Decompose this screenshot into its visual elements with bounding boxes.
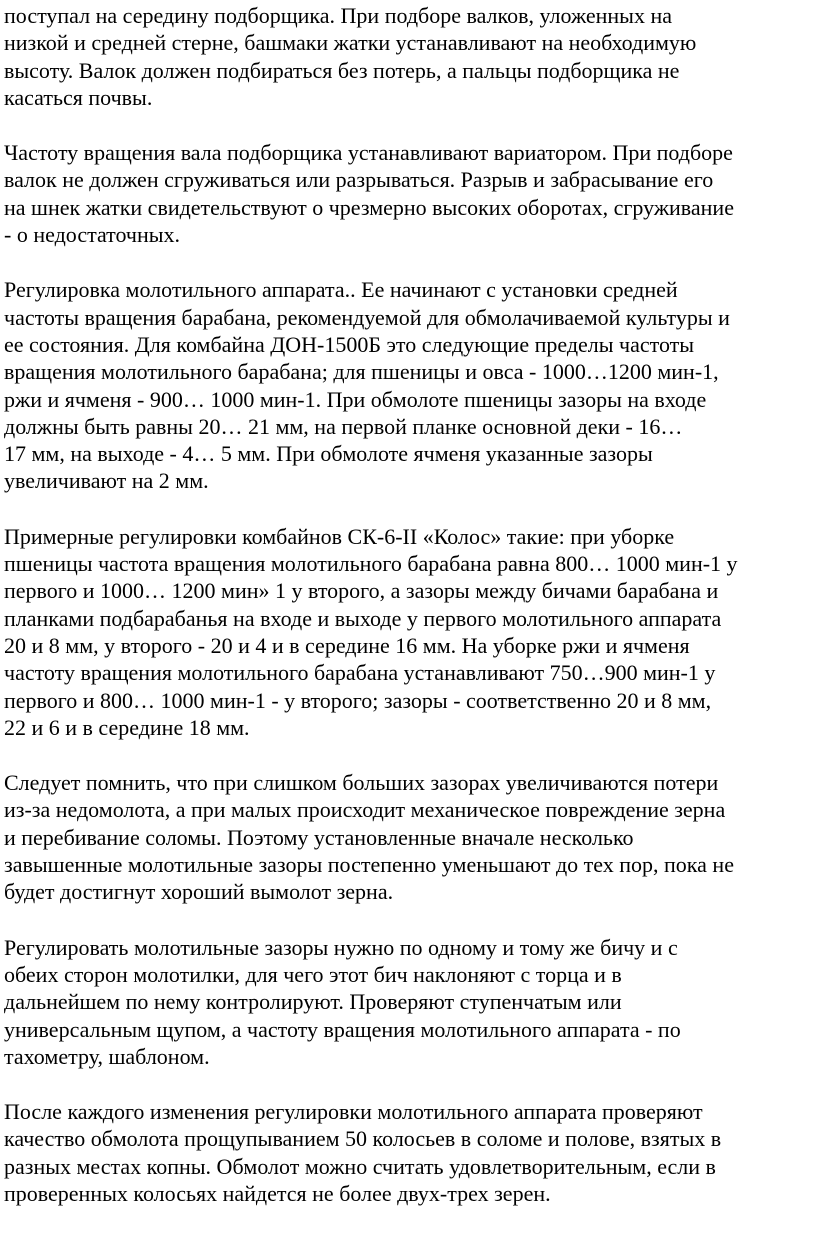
text-line: 22 и 6 и в середине 18 мм.: [4, 714, 250, 740]
text-line: тахометру, шаблоном.: [4, 1043, 210, 1069]
text-line: Частоту вращения вала подборщика устанавливают вариатором. При подборе: [4, 140, 733, 166]
text-line: и перебивание соломы. Поэтому установленные вначале несколько: [4, 824, 634, 850]
text-line: 20 и 8 мм, у второго - 20 и 4 и в середине 16 мм. На уборке ржи и ячменя: [4, 632, 690, 658]
paragraph-5: [4, 769, 816, 905]
text-line: из-за недомолота, а при малых происходит механическое повреждение зерна: [4, 797, 726, 823]
text-line: вращения молотильного барабана; для пшеницы и овса - 1000…1200 мин-1,: [4, 359, 719, 385]
text-line: первого и 1000… 1200 мин» 1 у второго, а зазоры между бичами барабана и: [4, 578, 719, 604]
text-line: на шнек жатки свидетельствуют о чрезмерно высоких оборотах, сгруживание: [4, 194, 734, 220]
text-line: должны быть равны 20… 21 мм, на первой планке основной деки - 16…: [4, 413, 683, 439]
paragraph-7: [4, 1098, 816, 1207]
paragraph-3: [4, 276, 816, 494]
paragraph-1: [4, 2, 816, 111]
text-line: После каждого изменения регулировки молотильного аппарата проверяют: [4, 1099, 703, 1125]
paragraph-2: [4, 139, 816, 248]
text-line: частоту вращения молотильного барабана устанавливают 750…900 мин-1 у: [4, 660, 716, 686]
text-line: дальнейшем по нему контролируют. Проверяют ступенчатым или: [4, 989, 622, 1015]
text-line: 17 мм, на выходе - 4… 5 мм. При обмолоте ячменя указанные зазоры: [4, 441, 653, 467]
text-line: ржи и ячменя - 900… 1000 мин-1. При обмолоте пшеницы зазоры на входе: [4, 386, 707, 412]
text-line: низкой и средней стерне, башмаки жатки устанавливают на необходимую: [4, 30, 697, 56]
text-line: валок не должен сгруживаться или разрываться. Разрыв и забрасывание его: [4, 167, 714, 193]
text-line: Примерные регулировки комбайнов СК-6-II «Колос» такие: при уборке: [4, 523, 675, 549]
text-line: высоту. Валок должен подбираться без потерь, а пальцы подборщика не: [4, 57, 680, 83]
paragraph-4: [4, 523, 816, 741]
text-line: первого и 800… 1000 мин-1 - у второго; зазоры - соответственно 20 и 8 мм,: [4, 687, 712, 713]
text-line: частоты вращения барабана, рекомендуемой для обмолачиваемой культуры и: [4, 304, 730, 330]
text-line: Регулировать молотильные зазоры нужно по одному и тому же бичу и с: [4, 934, 678, 960]
text-line: поступал на середину подборщика. При подборе валков, уложенных на: [4, 3, 672, 28]
paragraph-6: [4, 934, 816, 1070]
text-line: увеличивают на 2 мм.: [4, 468, 209, 494]
text-line: обеих сторон молотилки, для чего этот бич наклоняют с торца и в: [4, 961, 622, 987]
text-line: завышенные молотильные зазоры постепенно уменьшают до тех пор, пока не: [4, 852, 734, 878]
text-line: универсальным щупом, а частоту вращения молотильного аппарата - по: [4, 1016, 681, 1042]
text-line: - о недостаточных.: [4, 222, 181, 248]
text-line: Регулировка молотильного аппарата.. Ее начинают с установки средней: [4, 277, 678, 303]
text-line: будет достигнут хороший вымолот зерна.: [4, 879, 394, 905]
text-line: касаться почвы.: [4, 84, 153, 110]
text-line: пшеницы частота вращения молотильного барабана равна 800… 1000 мин-1 у: [4, 551, 738, 577]
text-line: разных местах копны. Обмолот можно считать удовлетворительным, если в: [4, 1153, 716, 1179]
text-line: планками подбарабанья на входе и выходе у первого молотильного аппарата: [4, 605, 722, 631]
text-line: проверенных колосьях найдется не более двух-трех зерен.: [4, 1180, 551, 1206]
text-line: Следует помнить, что при слишком больших зазорах увеличиваются потери: [4, 770, 719, 796]
text-line: ее состояния. Для комбайна ДОН-1500Б это следующие пределы частоты: [4, 331, 695, 357]
text-line: качество обмолота прощупыванием 50 колосьев в соломе и полове, взятых в: [4, 1126, 722, 1152]
